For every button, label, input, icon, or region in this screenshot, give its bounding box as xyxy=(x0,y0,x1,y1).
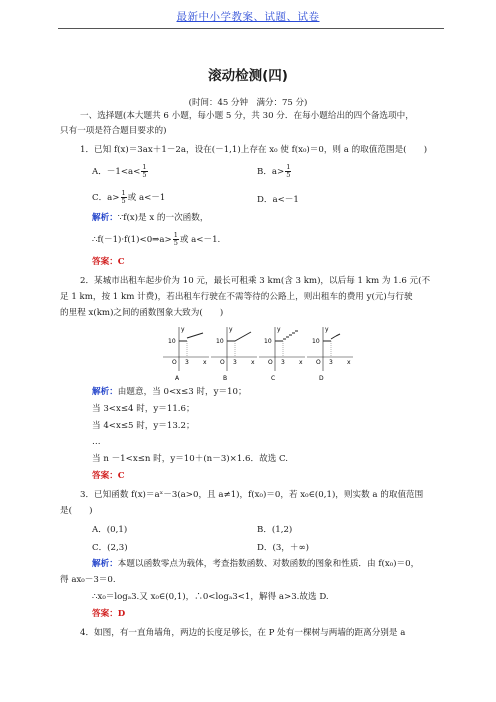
svg-text:10: 10 xyxy=(168,338,176,345)
svg-text:O: O xyxy=(172,359,177,366)
svg-text:10: 10 xyxy=(264,338,272,345)
svg-text:y: y xyxy=(325,326,329,333)
q2-line1: 2．某城市出租车起步价为 10 元，最长可租乘 3 km(含 3 km)，以后每 1 km 为 1.6 元(不 xyxy=(80,276,431,286)
q3-analysis-1: 解析：本题以函数零点为载体，考查指数函数、对数函数的图象和性质．由 f(x₀)＝0， xyxy=(92,559,420,569)
q3-answer: 答案：D xyxy=(92,609,126,619)
q3-line1: 3．已知函数 f(x)＝aˣ－3(a>0，且 a≠1)，f(x₀)＝0，若 x₀∈(0,1)，则实数 a 的取值范围 xyxy=(80,490,424,500)
svg-text:3: 3 xyxy=(233,359,237,366)
q3-analysis-3: ∴x₀＝logₐ3.又 x₀∈(0,1)，∴0<logₐ3<1，解得 a>3.故选 D. xyxy=(92,592,329,602)
q3-line2: 是( ) xyxy=(60,506,93,516)
q2-analysis-5: 当 n －1<x≤n 时，y＝10＋(n－3)×1.6．故选 C. xyxy=(92,454,289,464)
q1-option-c: C．a> $\frac{1}{5}$ 或 a<－1 xyxy=(92,189,166,205)
page-title: 滚动检测(四) xyxy=(208,68,288,84)
q1-stem: 1．已知 f(x)＝3ax＋1－2a，设在(－1,1)上存在 x₀ 使 f(x₀)＝0，则 a 的取值范围是( ) xyxy=(80,145,428,155)
svg-text:3: 3 xyxy=(329,359,333,366)
q1-option-d: D．a<－1 xyxy=(257,195,299,205)
q1-analysis-1: 解析：∵f(x)是 x 的一次函数， xyxy=(92,213,209,223)
svg-text:10: 10 xyxy=(216,338,224,345)
section-heading-line2: 只有一项是符合题目要求的) xyxy=(60,126,167,136)
svg-text:y: y xyxy=(277,326,281,333)
q3-option-d: D．(3，＋∞) xyxy=(257,543,310,553)
svg-text:y: y xyxy=(181,326,185,333)
q1-analysis-2: ∴f(－1)·f(1)<0⇒a> $\frac{1}{5}$ 或 a<－1. xyxy=(92,231,221,247)
svg-text:O: O xyxy=(316,359,321,366)
section-heading-line1: 一、选择题(本大题共 6 小题，每小题 5 分，共 30 分．在每小题给出的四个备选项中， xyxy=(80,111,414,121)
q1-option-a: A．－1<a< $\frac{1}{5}$ xyxy=(92,163,147,179)
q2-analysis-4: … xyxy=(92,437,101,447)
q3-analysis-2: 得 ax₀－3＝0. xyxy=(60,575,116,585)
q2-analysis-1: 解析：由题意，当 0<x≤3 时，y＝10； xyxy=(92,387,247,397)
q1-option-b: B．a> $\frac{1}{5}$ xyxy=(257,163,291,179)
svg-text:B: B xyxy=(223,375,228,382)
q4-line1: 4．如图，有一直角墙角，两边的长度足够长，在 P 处有一棵树与两墙的距离分别是 a xyxy=(80,628,406,638)
q1-answer: 答案：C xyxy=(92,257,125,267)
svg-text:3: 3 xyxy=(185,359,189,366)
exam-meta: (时间：45 分钟 满分：75 分) xyxy=(188,98,308,108)
q2-graph-d xyxy=(307,326,353,382)
q2-answer: 答案：C xyxy=(92,471,125,481)
q2-line2: 足 1 km，按 1 km 计费)，若出租车行驶在不需等待的公路上，则出租车的费用 y(元)与行驶 xyxy=(60,292,413,302)
q2-analysis-3: 当 4<x≤5 时，y＝13.2； xyxy=(92,421,195,431)
svg-text:x: x xyxy=(347,359,351,366)
q3-option-a: A．(0,1) xyxy=(92,525,128,535)
svg-text:x: x xyxy=(251,359,255,366)
svg-text:3: 3 xyxy=(281,359,285,366)
svg-text:D: D xyxy=(319,375,324,382)
svg-text:y: y xyxy=(229,326,233,333)
header-link[interactable]: 最新中小学教案、试题、试卷 xyxy=(176,11,320,23)
q2-line3: 的里程 x(km)之间的函数图象大致为( ) xyxy=(60,308,224,318)
q2-graph-a xyxy=(163,326,209,382)
q2-graph-c xyxy=(259,326,305,382)
svg-text:C: C xyxy=(271,375,276,382)
q2-graph-b xyxy=(211,326,257,382)
svg-text:10: 10 xyxy=(312,338,320,345)
svg-text:x: x xyxy=(203,359,207,366)
header-rule xyxy=(58,28,444,29)
svg-text:A: A xyxy=(175,375,180,382)
svg-text:O: O xyxy=(268,359,273,366)
q3-option-c: C．(2,3) xyxy=(92,543,128,553)
q2-graph-options xyxy=(163,325,353,385)
q3-option-b: B．(1,2) xyxy=(257,525,293,535)
svg-text:x: x xyxy=(299,359,303,366)
q2-analysis-2: 当 3<x≤4 时，y＝11.6； xyxy=(92,404,195,414)
svg-text:O: O xyxy=(220,359,225,366)
